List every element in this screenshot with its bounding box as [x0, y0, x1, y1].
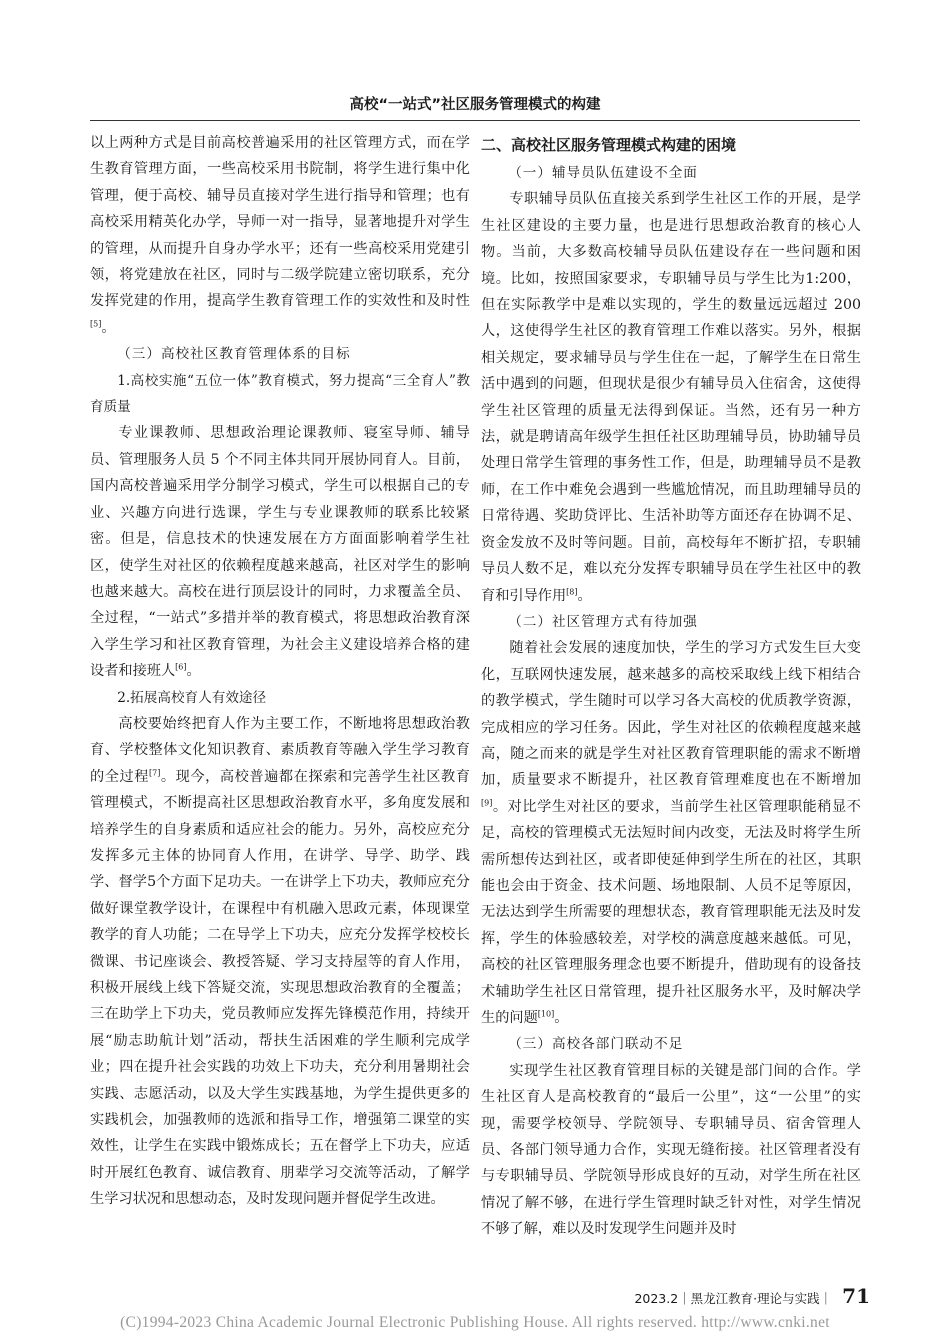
running-header: 高校“一站式”社区服务管理模式的构建 [90, 90, 860, 121]
subsection-heading: 2.拓展高校育人有效途径 [117, 689, 267, 706]
paragraph-text: 专业课教师、思想政治理论课教师、寝室导师、辅导员、管理服务人员 5 个不同主体共同开展协同育人。目前，国内高校普遍采用学分制学习模式，学生可以根据自己的专业、兴趣方向进行选课，学生与专业课教师的联系比较紧密。但是，信息技术的快速发展在方方面面影响着学生社区，使学生对社区的依赖程度越来越高，社区对学生的影响也越来越大。高校在进行顶层设计的同时，力求覆盖全员、全过程，“一站式”多措并举的教育模式，将思想政治教育深入学生学习和社区教育管理，为社会主义建设培养合格的建设者和接班人 [90, 425, 470, 680]
paragraph: 专业课教师、思想政治理论课教师、寝室导师、辅导员、管理服务人员 5 个不同主体共同开展协同育人。目前，国内高校普遍采用学分制学习模式，学生可以根据自己的专业、兴趣方向进行选课，学生与专业课教师的联系比较紧密。但是，信息技术的快速发展在方方面面影响着学生社区，使学生对社区的依赖程度越来越高，社区对学生的影响也越来越大。高校在进行顶层设计的同时，力求覆盖全员、全过程，“一站式”多措并举的教育模式，将思想政治教育深入学生学习和社区教育管理，为社会主义建设培养合格的建设者和接班人[6]。 [90, 425, 470, 680]
chapter-heading: 二、高校社区服务管理模式构建的困境 [481, 136, 737, 154]
paragraph [90, 711, 470, 1213]
copyright-watermark: (C)1994-2023 China Academic Journal Electronic Publishing House. All rights reserved. http://www.cnki.net [120, 1314, 830, 1331]
subsection-heading: 1.高校实施“五位一体”教育模式，努力提高“三全育人”教育质量 [90, 372, 470, 416]
paragraph: 以上两种方式是目前高校普遍采用的社区管理方式，而在学生教育管理方面，一些高校采用书院制，将学生进行集中化管理，便于高校、辅导员直接对学生进行指导和管理；也有高校采用精英化办学，导师一对一指导，显著地提升对学生的管理，从而提升自身办学水平；还有一些高校采用党建引领，将党建放在社区，同时与二级学院建立密切联系，充分发挥党建的作用，提高学生教育管理工作的实效性和及时性[5]。 [90, 135, 470, 336]
section-heading: （三）高校社区教育管理体系的目标 [117, 346, 351, 363]
paragraph-text: 高校要始终把育人作为主要工作，不断地将思想政治教育、学校整体文化知识教育、素质教育等融入学生学习教育的全过程 [90, 715, 470, 785]
section-heading: （一）辅导员队伍建设不全面 [508, 165, 698, 181]
citation-ref: [7] [148, 768, 161, 778]
paragraph: 随着社会发展的速度加快，学生的学习方式发生巨大变化，互联网快速发展，越来越多的高校采取线上线下相结合的教学模式，学生随时可以学习各大高校的优质教学资源，完成相应的学习任务。因此，学生对社区的依赖程度越来越高，随之而来的就是学生对社区教育管理职能的需求不断增加，质量要求不断提升，社区教育管理难度也在不断增加[9]。对比学生对社区的要求，当前学生社区管理职能稍显不足，高校的管理模式无法短时间内改变，无法及时将学生所需所想传达到社区，或者即使延伸到学生所在的社区，其职能也会由于资金、技术问题、场地限制、人员不足等原因，无法达到学生所需要的理想状态，教育管理职能无法及时发挥，学生的体验感较差，对学校的满意度越来越低。可见，高校的社区管理服务理念也要不断提升，借助现有的设备技术辅助学生社区日常管理，提升社区服务水平，及时解决学生的问题[10]。 [481, 640, 861, 1026]
paragraph: 专职辅导员队伍直接关系到学生社区工作的开展，是学生社区建设的主要力量，也是进行思想政治教育的核心人物。当前，大多数高校辅导员队伍建设存在一些问题和困境。比如，按照国家要求，专职辅导员与学生比为1:200，但在实际教学中是难以实现的，学生的数量远远超过 200 人，这使得学生社区的教育管理工作难以落实。另外，根据相关规定，要求辅导员与学生住在一起，了解学生在日常生活中遇到的问题，但现状是很少有辅导员入住宿舍，这使得学生社区管理的质量无法得到保证。当然，还有另一种方法，就是聘请高年级学生担任社区助理辅导员，协助辅导员处理日常学生管理的事务性工作，但是，助理辅导员不是教师，在工作中难免会遇到一些尴尬情况，而且助理辅导员的日常待遇、奖助贷评比、生活补助等方面还存在协调不足、资金发放不及时等问题。目前，高校每年不断扩招，专职辅导员人数不足，难以充分发挥专职辅导员在学生社区中的教育和引导作用[8]。 [481, 191, 861, 604]
right-column [481, 130, 861, 1243]
journal-issue: 2023.2｜黑龙江教育·理论与实践｜ [634, 1291, 833, 1306]
paragraph-text: 随着社会发展的速度加快，学生的学习方式发生巨大变化，互联网快速发展，越来越多的高校采取线上线下相结合的教学模式，学生随时可以学习各大高校的优质教学资源，完成相应的学习任务。因此，学生对社区的依赖程度越来越高，随之而来的就是学生对社区教育管理职能的需求不断增加，质量要求不断提升，社区教育管理难度也在不断增加 [481, 640, 861, 789]
page-footer [560, 1281, 870, 1311]
citation-ref: [8] [566, 586, 578, 596]
section-heading: （三）高校各部门联动不足 [508, 1036, 684, 1053]
citation-ref: [10] [537, 1009, 555, 1019]
paragraph-text: 专职辅导员队伍直接关系到学生社区工作的开展，是学生社区建设的主要力量，也是进行思想政治教育的核心人物。当前，大多数高校辅导员队伍建设存在一些问题和困境。比如，按照国家要求，专职辅导员与学生比为1:200，但在实际教学中是难以实现的，学生的数量远远超过 200 人，这使得学生社区的教育管理工作难以落实。另外，根据相关规定，要求辅导员与学生住在一起，了解学生在日常生活中遇到的问题，但现状是很少有辅导员入住宿舍，这使得学生社区管理的质量无法得到保证。当然，还有另一种方法，就是聘请高年级学生担任社区助理辅导员，协助辅导员处理日常学生管理的事务性工作，但是，助理辅导员不是教师，在工作中难免会遇到一些尴尬情况，而且助理辅导员的日常待遇、奖助贷评比、生活补助等方面还存在协调不足、资金发放不及时等问题。目前，高校每年不断扩招，专职辅导员人数不足，难以充分发挥专职辅导员在学生社区中的教育和引导作用 [481, 191, 861, 604]
citation-ref: [5] [90, 319, 102, 329]
left-column [90, 130, 470, 1213]
paragraph-text: 。对比学生对社区的要求，当前学生社区管理职能稍显不足，高校的管理模式无法短时间内改变，无法及时将学生所需所想传达到社区，或者即使延伸到学生所在的社区，其职能也会由于资金、技术问题、场地限制、人员不足等原因，无法达到学生所需要的理想状态，教育管理职能无法及时发挥，学生的体验感较差，对学校的满意度越来越低。可见，高校的社区管理服务理念也要不断提升，借助现有的设备技术辅助学生社区日常管理，提升社区服务水平，及时解决学生的问题 [481, 798, 861, 1026]
paragraph: 实现学生社区教育管理目标的关键是部门间的合作。学生社区育人是高校教育的“最后一公里”，这“一公里”的实现，需要学校领导、学院领导、专职辅导员、宿舍管理人员、各部门领导通力合作，实现无缝衔接。社区管理者没有与专职辅导员、学院领导形成良好的互动，对学生所在社区情况了解不够，在进行学生管理时缺乏针对性，对学生情况不够了解，难以及时发现学生问题并及时 [481, 1062, 861, 1238]
page-number: 71 [842, 1284, 870, 1308]
section-heading: （二）社区管理方式有待加强 [508, 613, 698, 630]
citation-ref: [6] [175, 662, 187, 672]
paragraph-text: 以上两种方式是目前高校普遍采用的社区管理方式，而在学生教育管理方面，一些高校采用书院制，将学生进行集中化管理，便于高校、辅导员直接对学生进行指导和管理；也有高校采用精英化办学，导师一对一指导，显著地提升对学生的管理，从而提升自身办学水平；还有一些高校采用党建引领，将党建放在社区，同时与二级学院建立密切联系，充分发挥党建的作用，提高学生教育管理工作的实效性和及时性 [90, 135, 470, 310]
paragraph-text: 。现今，高校普遍都在探索和完善学生社区教育管理模式，不断提高社区思想政治教育水平，多角度发展和培养学生的自身素质和适应社会的能力。另外，高校应充分发挥多元主体的协同育人作用，在讲学、导学、助学、践学、督学5个方面下足功夫。一在讲学上下功夫，教师应充分做好课堂教学设计，在课程中有机融入思政元素，体现课堂教学的育人功能；二在导学上下功夫，应充分发挥学校校长微课、书记座谈会、教授答疑、学习支持屋等的育人作用，积极开展线上线下答疑交流，实现思想政治教育的全覆盖；三在助学上下功夫，党员教师应发挥先锋模范作用，持续开展“励志助航计划”活动，帮扶生活困难的学生顺利完成学业；四在提升社会实践的功效上下功夫，充分利用暑期社会实践、志愿活动，以及大学生实践基地，为学生提供更多的实践机会，加强教师的选派和指导工作，增强第二课堂的实效性，让学生在实践中锻炼成长；五在督学上下功夫，应适时开展红色教育、诚信教育、朋辈学习交流等活动，了解学生学习状况和思想动态，及时发现问题并督促学生改进。 [90, 768, 470, 1208]
citation-ref: [9] [481, 798, 493, 808]
